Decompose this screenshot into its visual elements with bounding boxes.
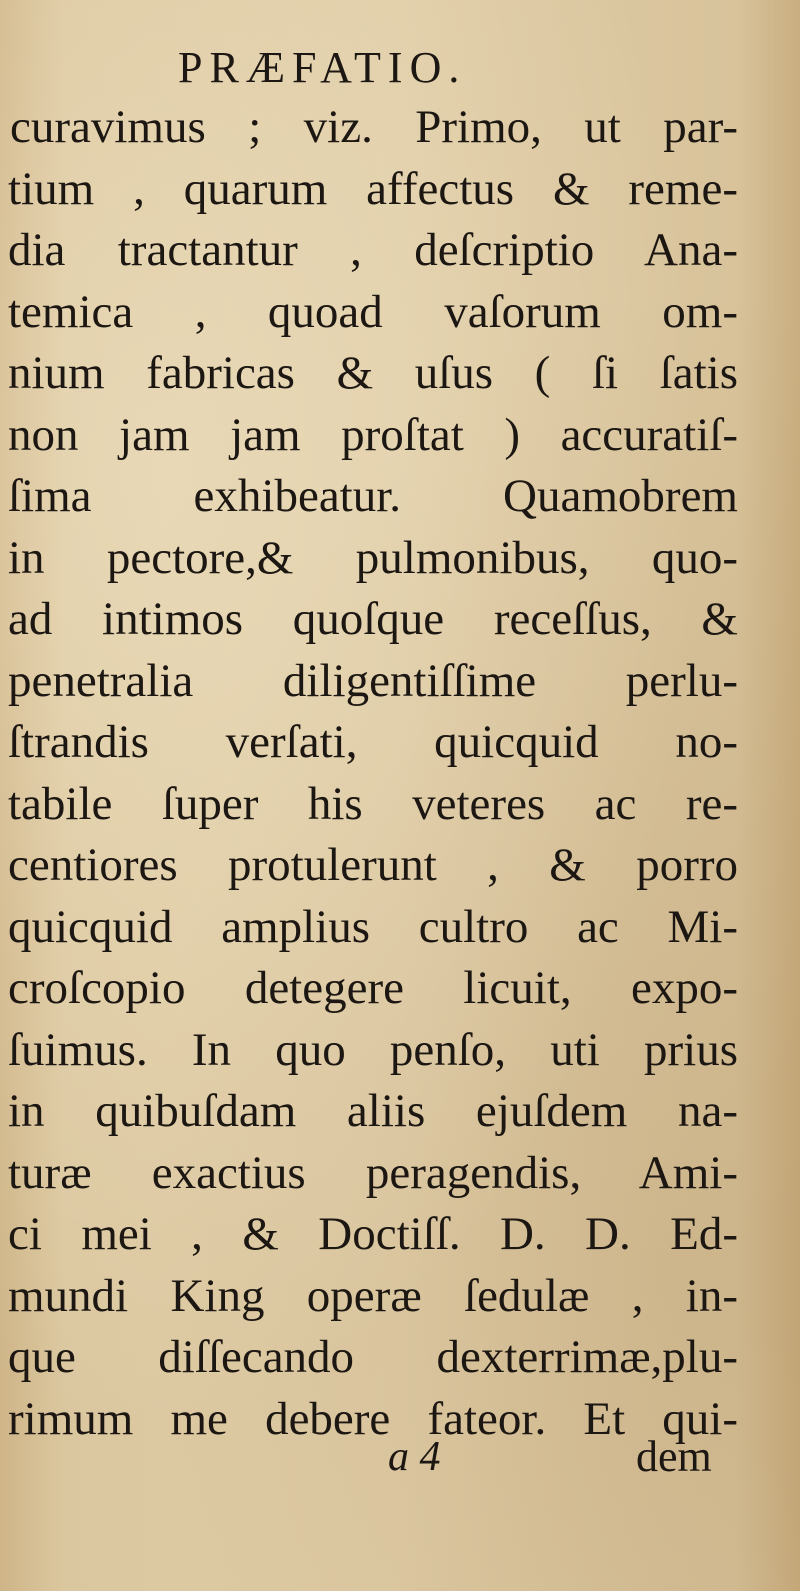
text-line: tabile ſuper his veteres ac re- bbox=[8, 777, 738, 830]
body-text bbox=[8, 97, 738, 1450]
text-line: ſtrandis verſati, quicquid no- bbox=[8, 716, 738, 768]
page-footer bbox=[0, 1427, 800, 1487]
text-line: dia tractantur , deſcriptio Ana- bbox=[8, 224, 738, 276]
running-header: PRÆFATIO. bbox=[178, 43, 467, 92]
text-line: quicquid amplius cultro ac Mi- bbox=[8, 900, 738, 953]
text-line: tium , quarum affectus & reme- bbox=[8, 162, 738, 215]
text-line: ci mei , & Doctiſſ. D. D. Ed- bbox=[8, 1208, 738, 1260]
text-line: que diſſecando dexterrimæ,plu- bbox=[8, 1331, 738, 1383]
text-line: rimum me debere fateor. Et qui- bbox=[8, 1392, 738, 1445]
text-line: croſcopio detegere licuit, expo- bbox=[8, 962, 738, 1014]
text-line: centiores protulerunt , & porro bbox=[8, 839, 738, 891]
text-line: curavimus ; viz. Primo, ut par- bbox=[10, 101, 738, 153]
text-line: ſima exhibeatur. Quamobrem bbox=[8, 470, 738, 522]
catchword: dem bbox=[636, 1432, 712, 1481]
text-line: ad intimos quoſque receſſus, & bbox=[8, 593, 738, 645]
signature-mark: a 4 bbox=[388, 1434, 441, 1480]
text-line: ſuimus. In quo penſo, uti prius bbox=[8, 1023, 738, 1076]
text-line: in pectore,& pulmonibus, quo- bbox=[8, 531, 738, 584]
text-line: non jam jam proſtat ) accuratiſ- bbox=[8, 408, 738, 461]
text-line: penetralia diligentiſſime perlu- bbox=[8, 654, 738, 707]
text-line: in quibuſdam aliis ejuſdem na- bbox=[8, 1085, 738, 1137]
text-line: mundi King operæ ſedulæ , in- bbox=[8, 1269, 738, 1322]
text-line: turæ exactius peragendis, Ami- bbox=[8, 1146, 738, 1199]
text-line: temica , quoad vaſorum om- bbox=[8, 285, 738, 338]
text-line: nium fabricas & uſus ( ſi ſatis bbox=[8, 347, 738, 399]
